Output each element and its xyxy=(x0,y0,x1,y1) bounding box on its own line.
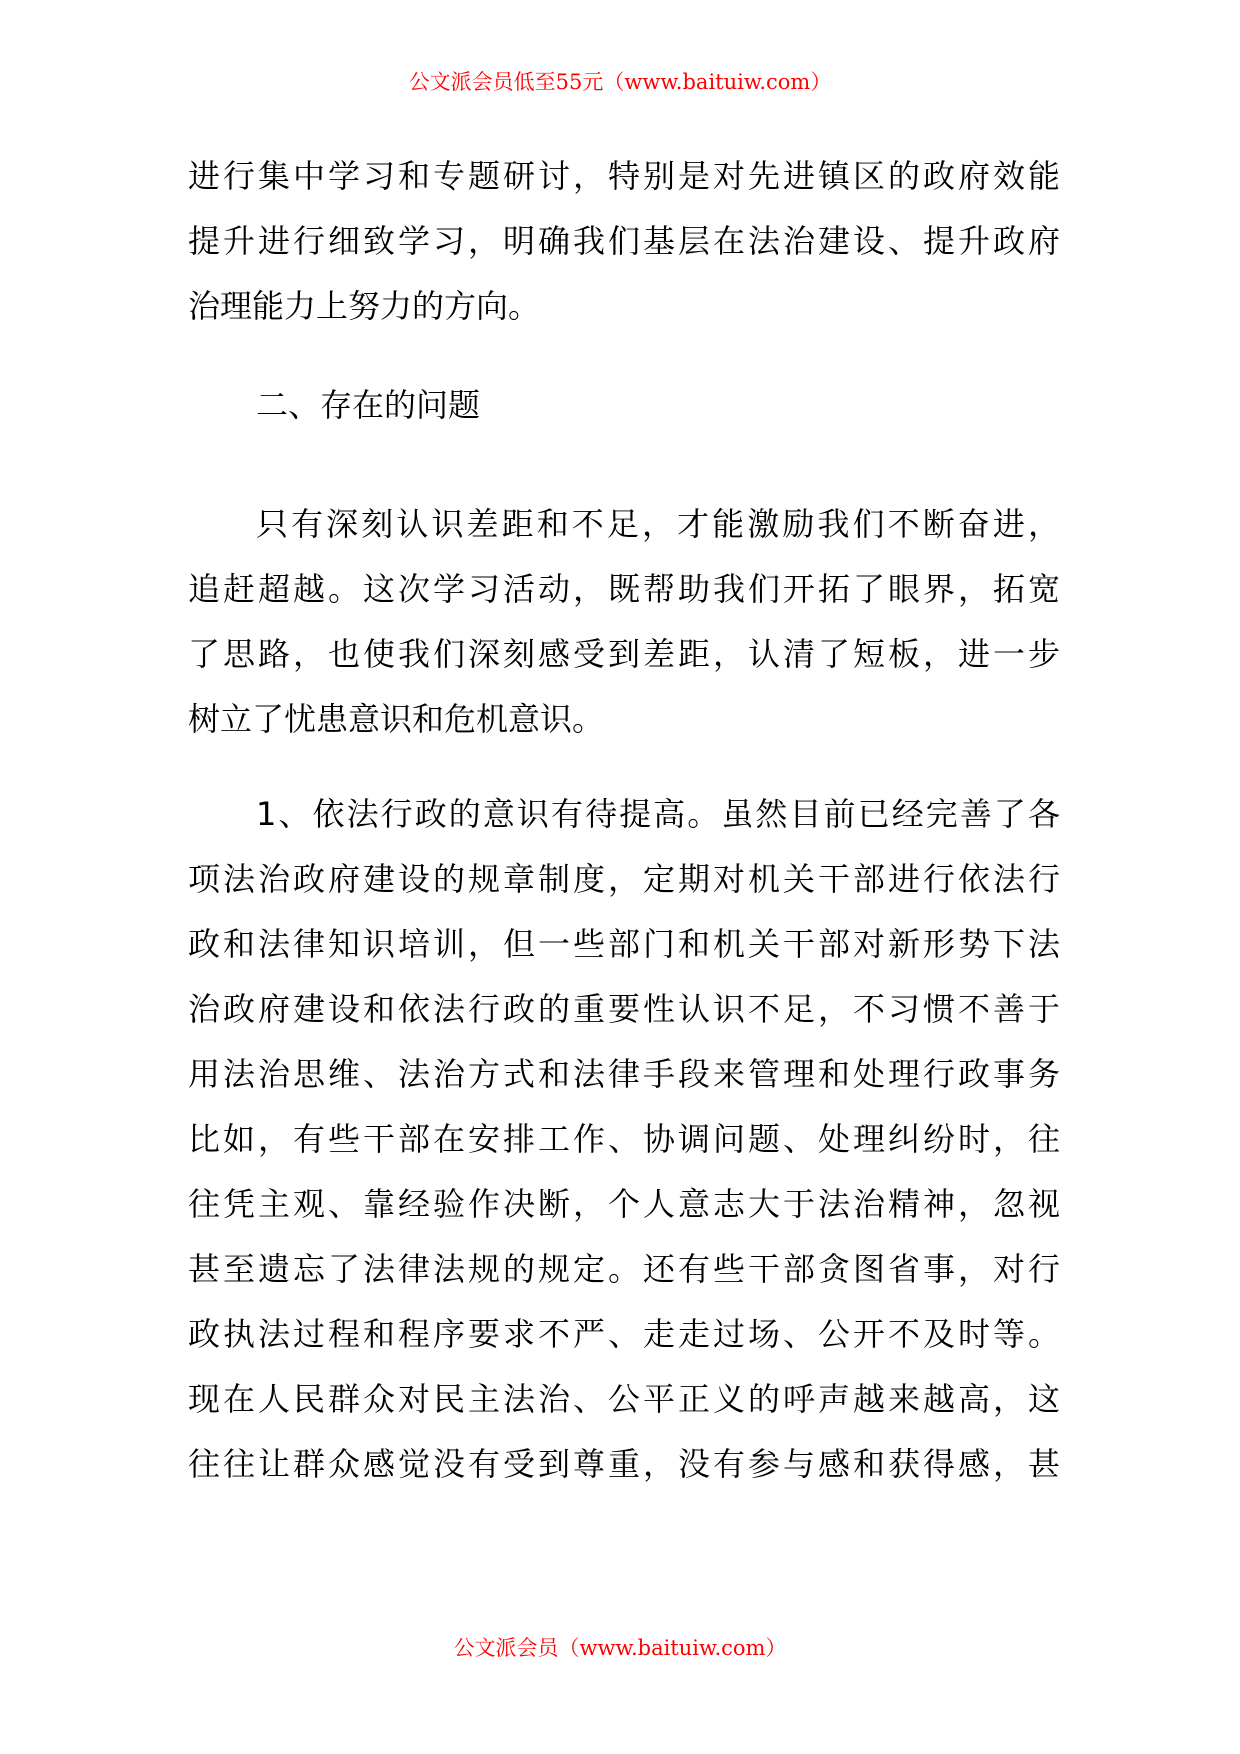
paragraph-point-1 xyxy=(188,782,1060,1497)
text-line: 提升进行细致学习，明确我们基层在法治建设、提升政府 xyxy=(188,222,1060,260)
text-line: 项法治政府建设的规章制度，定期对机关干部进行依法行 xyxy=(188,860,1060,898)
section-heading-text: 二、存在的问题 xyxy=(256,386,481,424)
paragraph-intro xyxy=(188,492,1060,752)
text-line: 政执法过程和程序要求不严、走走过场、公开不及时等。 xyxy=(188,1315,1060,1353)
text-line: 甚至遗忘了法律法规的规定。还有些干部贪图省事，对行 xyxy=(188,1250,1060,1288)
text-line: 只有深刻认识差距和不足，才能激励我们不断奋进， xyxy=(256,505,1060,543)
text-line: 追赶超越。这次学习活动，既帮助我们开拓了眼界，拓宽 xyxy=(188,570,1060,608)
text-line: 1、依法行政的意识有待提高。虽然目前已经完善了各 xyxy=(256,795,1060,833)
text-line: 比如，有些干部在安排工作、协调问题、处理纠纷时，往 xyxy=(188,1120,1060,1158)
paragraph-continuation xyxy=(188,144,1060,339)
section-heading xyxy=(188,373,1060,438)
page-header-watermark: 公文派会员低至55元（www.baituiw.com） xyxy=(408,70,832,94)
text-line: 用法治思维、法治方式和法律手段来管理和处理行政事务 xyxy=(188,1055,1060,1093)
text-line: 治理能力上努力的方向。 xyxy=(188,287,541,325)
text-line: 往往让群众感觉没有受到尊重，没有参与感和获得感，甚 xyxy=(188,1445,1060,1483)
text-line: 政和法律知识培训，但一些部门和机关干部对新形势下法 xyxy=(188,925,1060,963)
text-line: 树立了忧患意识和危机意识。 xyxy=(188,700,605,738)
page-footer-watermark: 公文派会员（www.baituiw.com） xyxy=(453,1636,787,1660)
text-line: 往凭主观、靠经验作决断，个人意志大于法治精神，忽视 xyxy=(188,1185,1060,1223)
text-line: 现在人民群众对民主法治、公平正义的呼声越来越高，这 xyxy=(188,1380,1060,1418)
text-line: 了思路，也使我们深刻感受到差距，认清了短板，进一步 xyxy=(188,635,1060,673)
text-line: 进行集中学习和专题研讨，特别是对先进镇区的政府效能 xyxy=(188,157,1060,195)
text-line: 治政府建设和依法行政的重要性认识不足，不习惯不善于 xyxy=(188,990,1060,1028)
